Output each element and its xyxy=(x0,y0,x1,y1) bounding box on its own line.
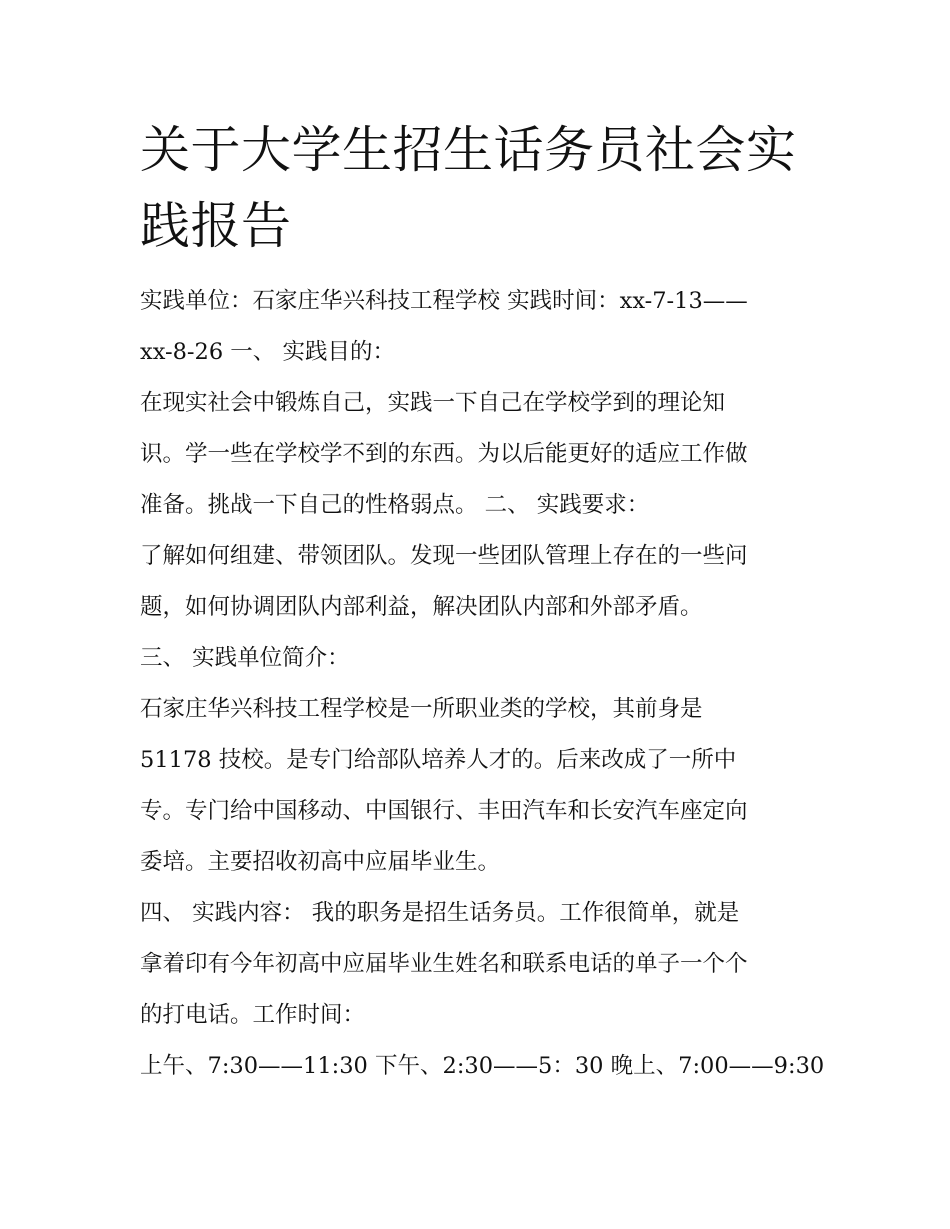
document-body xyxy=(140,276,825,1092)
body-line-1: 实践单位：石家庄华兴科技工程学校 实践时间：xx-7-13—— xyxy=(140,288,748,314)
body-line-6: 了解如何组建、带领团队。发现一些团队管理上存在的一些问 xyxy=(140,543,748,569)
body-line-4: 识。学一些在学校学不到的东西。为以后能更好的适应工作做 xyxy=(140,441,748,467)
body-line-16: 上午、7:30——11:30 下午、2:30——5：30 晚上、7:00——9:30 xyxy=(140,1053,825,1079)
document-title xyxy=(140,112,820,264)
body-line-9: 石家庄华兴科技工程学校是一所职业类的学校，其前身是 xyxy=(140,696,703,722)
body-line-12: 委培。主要招收初高中应届毕业生。 xyxy=(140,849,501,875)
body-line-14: 拿着印有今年初高中应届毕业生姓名和联系电话的单子一个个 xyxy=(140,951,748,977)
body-line-15: 的打电话。工作时间： xyxy=(140,1002,366,1028)
title-line-2: 践报告 xyxy=(140,197,292,255)
body-line-3: 在现实社会中锻炼自己，实践一下自己在学校学到的理论知 xyxy=(140,390,726,416)
body-line-8: 三、 实践单位简介： xyxy=(140,645,350,671)
body-line-7: 题，如何协调团队内部利益，解决团队内部和外部矛盾。 xyxy=(140,594,703,620)
title-line-1: 关于大学生招生话务员社会实 xyxy=(140,121,797,179)
body-line-13: 四、 实践内容： 我的职务是招生话务员。工作很简单，就是 xyxy=(140,900,740,926)
body-line-11: 专。专门给中国移动、中国银行、丰田汽车和长安汽车座定向 xyxy=(140,798,748,824)
body-line-2: xx-8-26 一、 实践目的： xyxy=(140,339,395,365)
body-line-10: 51178 技校。是专门给部队培养人才的。后来改成了一所中 xyxy=(140,747,737,773)
body-line-5: 准备。挑战一下自己的性格弱点。 二、 实践要求： xyxy=(140,492,650,518)
